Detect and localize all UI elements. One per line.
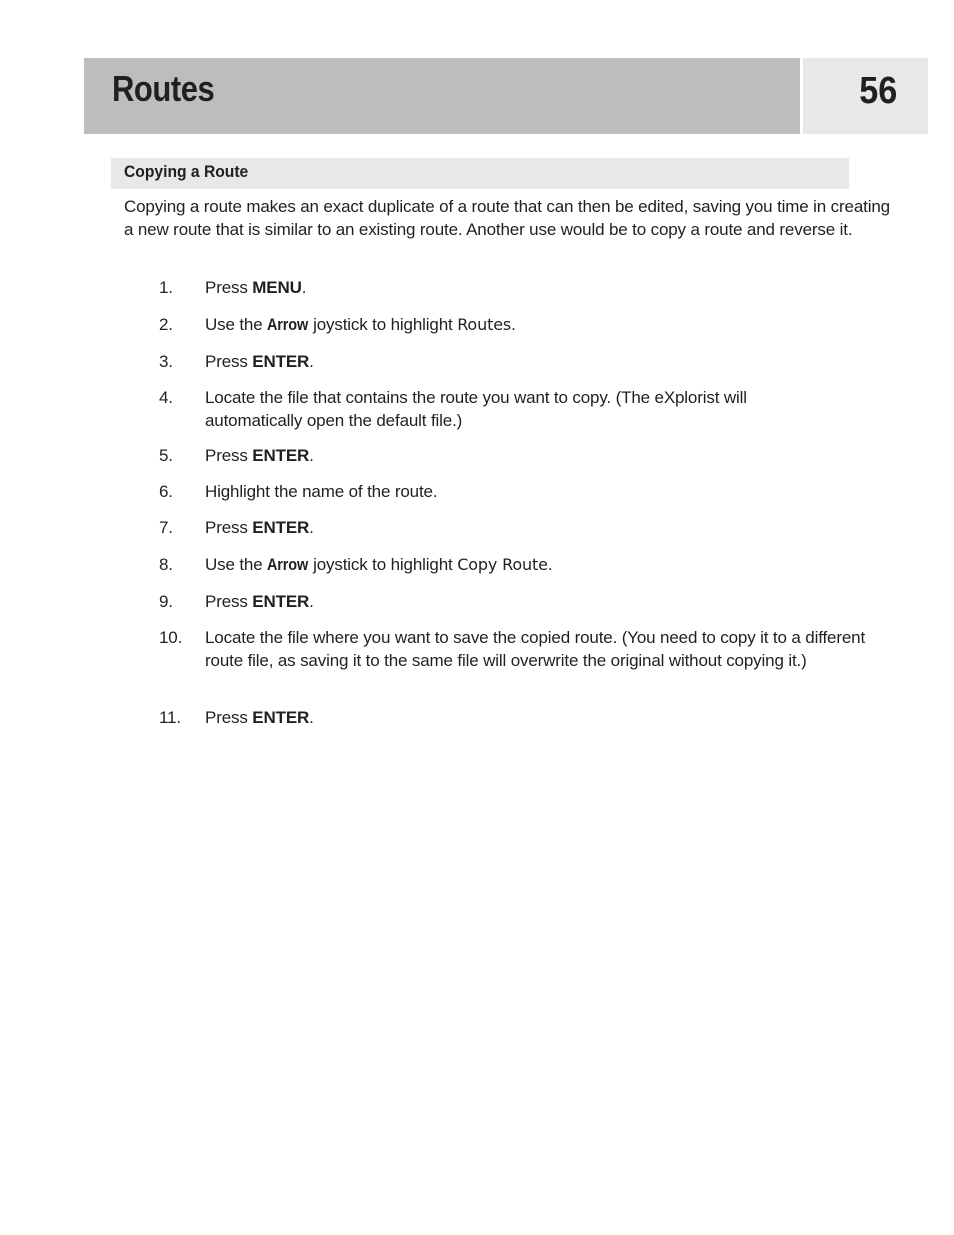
step-text-post: . <box>511 315 516 334</box>
step-text-post: . <box>309 592 314 611</box>
section-title: Copying a Route <box>124 162 249 181</box>
step-text <box>205 554 895 577</box>
step-text-pre: Press <box>205 592 253 611</box>
step-text <box>205 517 895 540</box>
page-title: Routes <box>112 68 215 109</box>
step-text-post: . <box>309 708 314 727</box>
key-name: MENU <box>252 278 302 297</box>
step-text <box>205 277 895 300</box>
key-name: ENTER <box>252 592 310 611</box>
step-number: 1. <box>159 278 173 297</box>
step-text <box>205 707 895 730</box>
step-text-mid: joystick to highlight <box>308 555 458 574</box>
step-text <box>205 591 895 614</box>
key-name: ENTER <box>252 518 310 537</box>
key-name: ENTER <box>252 446 310 465</box>
step-number: 9. <box>159 592 173 611</box>
step-number: 6. <box>159 482 173 501</box>
step-text <box>205 445 895 468</box>
step-text-pre: Press <box>205 518 253 537</box>
step-text-post: . <box>309 352 314 371</box>
key-name: ENTER <box>252 708 310 727</box>
step-number: 5. <box>159 446 173 465</box>
step-number: 10. <box>159 628 183 647</box>
screen-item-name: Routes <box>457 315 512 334</box>
step-number: 2. <box>159 315 173 334</box>
step-text-pre: Press <box>205 708 253 727</box>
step-text <box>205 314 895 337</box>
step-text <box>205 351 895 374</box>
page-number: 56 <box>858 70 897 112</box>
step-text-mid: joystick to highlight <box>308 315 458 334</box>
step-text-post: . <box>309 446 314 465</box>
screen-item-name: Copy Route <box>457 555 548 574</box>
step-text-pre: Press <box>205 278 253 297</box>
step-text-post: . <box>301 278 307 297</box>
key-name: Arrow <box>267 555 309 574</box>
step-number: 8. <box>159 555 173 574</box>
intro-paragraph: Copying a route makes an exact duplicate of a route that can then be edited, saving you time in creating a new route that is similar to an existing route. Another use would be to copy a route and reverse it. <box>124 197 890 239</box>
step-number: 3. <box>159 352 173 371</box>
key-name: Arrow <box>267 315 309 334</box>
step-number: 7. <box>159 518 173 537</box>
step-text: Locate the file that contains the route you want to copy. (The eXplorist will automatically open the default file.) <box>205 388 747 430</box>
step-text-pre: Use the <box>205 315 268 334</box>
step-text-pre: Press <box>205 352 253 371</box>
key-name: ENTER <box>252 352 310 371</box>
step-number: 11. <box>159 708 181 727</box>
step-number: 4. <box>159 388 173 407</box>
step-text: Locate the file where you want to save the copied route. (You need to copy it to a different route file, as saving it to the same file will overwrite the original without copying it.) <box>205 628 866 670</box>
step-text-post: . <box>309 518 314 537</box>
step-text-post: . <box>547 555 553 574</box>
step-text-pre: Press <box>205 446 253 465</box>
step-text-pre: Use the <box>205 555 268 574</box>
step-text: Highlight the name of the route. <box>205 482 438 501</box>
